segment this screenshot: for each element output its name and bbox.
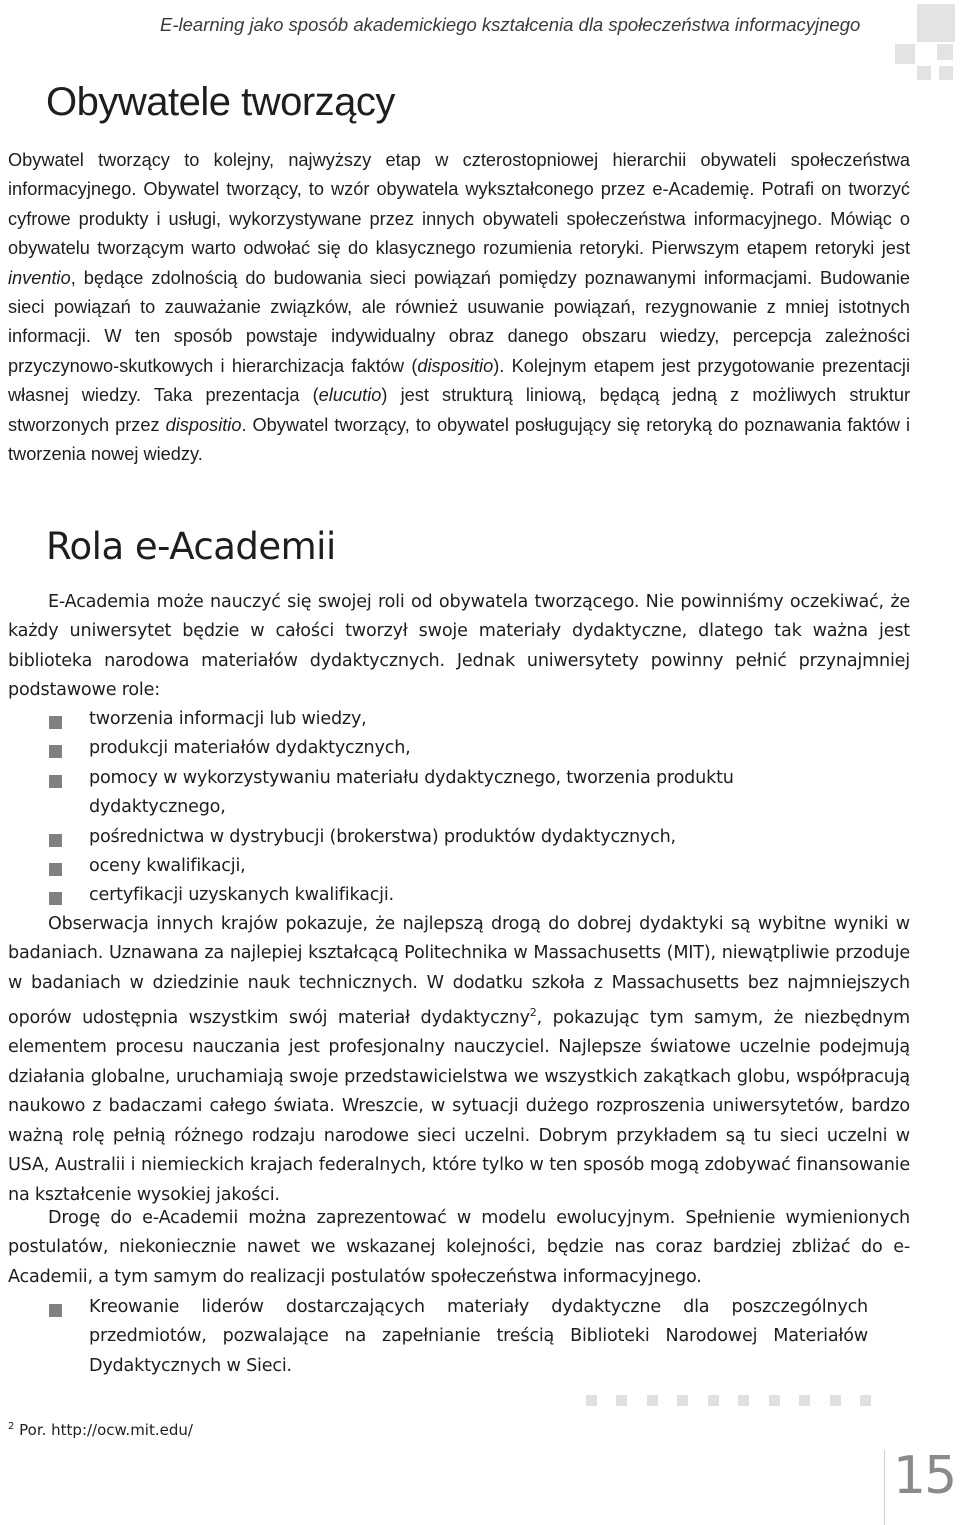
list-item-text: tworzenia informacji lub wiedzy,: [89, 709, 367, 729]
list-item-text: produkcji materiałów dydaktycznych,: [89, 738, 411, 759]
term-dispositio: dispositio: [417, 355, 494, 376]
text-run: , będące zdolnością do budowania sieci powiązań pomiędzy poznawanymi informacjami. Budowanie sieci powiązań to zauważanie związków, ale również usuwanie powiązań, rezygnowanie z mniej istotnych informacji. W ten sposób powstaje indywidualny obraz danego obszaru wiedzy, percepcja zależności przyczynowo-skutkowych i hierarchizacja faktów (: [8, 267, 910, 376]
list-item: [8, 881, 868, 910]
section2-intro: E-Academia może nauczyć się swojej roli od obywatela tworzącego. Nie powinniśmy oczekiwać, że każdy uniwersytet będzie w całości tworzył swoje materiały dydaktyczne, dlatego tak ważna jest biblioteka narodowa materiałów dydaktycznych. Jednak uniwersytety powinny pełnić przynajmniej podstawowe role:: [8, 592, 910, 701]
text-run: Obywatel tworzący to kolejny, najwyższy etap w czterostopniowej hierarchii obywateli społeczeństwa informacyjnego. Obywatel tworzący, to wzór obywatela wykształconego przez e-Academię. Potrafi on tworzyć cyfrowe produkty i usługi, wykorzystywane przez innych obywateli społeczeństwa informacyjnego. Mówiąc o obywatelu tworzącym warto odwołać się do klasycznego rozumienia retoryki. Pierwszym etapem retoryki jest: [8, 150, 910, 259]
term-elucutio: elucutio: [318, 385, 382, 406]
bullet-square-icon: [49, 892, 62, 905]
footnote-text: Por. http://ocw.mit.edu/: [14, 1421, 193, 1439]
bullet-square-icon: [49, 716, 62, 729]
page-number: 15: [893, 1446, 956, 1506]
section-title-rola: Rola e-Academii: [46, 525, 336, 568]
text-run: . Obywatel tworzący, to obywatel posługujący się retoryką do poznawania faktów i tworzenia nowej wiedzy.: [8, 414, 910, 465]
list-item: [8, 734, 868, 763]
road-paragraph: Drogę do e-Academii można zaprezentować w modelu ewolucyjnym. Spełnienie wymienionych postulatów, niekoniecznie nawet we wskazanej kolejności, będzie nas coraz bardziej zbliżać do e-Academii, a tym samym do realizacji postulatów społeczeństwa informacyjnego.: [8, 1208, 910, 1287]
list-item: [8, 1293, 868, 1381]
text-run: , pokazując tym samym, że niezbędnym elementem procesu nauczania jest profesjonalny nauczyciel. Najlepsze światowe uczelnie podejmują działania globalne, uruchamiają swoje przedstawicielstwa we wszystkich zakątkach globu, współpracują naukowo z badaczami całego świata. Wreszcie, w sytuacji dużego rozproszenia uniwersytetów, bardzo ważną rolę pełnią różnego rodzaju narodowe sieci uczelni. Dobrym przykładem są tu sieci uczelni w USA, Australii i niemieckich krajach federalnych, które tylko w ten sposób mogą zdobywać finansowanie na kształcenie wysokiej jakości.: [8, 1008, 910, 1205]
running-header: E-learning jako sposób akademickiego kształcenia dla społeczeństwa informacyjnego: [160, 14, 861, 35]
term-inventio: inventio: [8, 267, 71, 288]
bullet-square-icon: [49, 745, 62, 758]
page-number-divider: [884, 1450, 885, 1525]
section-title-obywatele: Obywatele tworzący: [46, 80, 395, 124]
postulates-list: [8, 1293, 868, 1381]
observation-paragraph: [8, 910, 910, 1210]
list-item-text: certyfikacji uzyskanych kwalifikacji.: [89, 885, 394, 906]
list-item: [8, 852, 868, 881]
bullet-square-icon: [49, 775, 62, 788]
list-item: [8, 705, 868, 734]
term-dispositio: dispositio: [165, 414, 242, 435]
footnote-reference[interactable]: 2: [529, 1006, 537, 1020]
list-item-text: Kreowanie liderów dostarczających materiały dydaktyczne dla poszczególnych przedmiotów, pozwalające na zapełnianie treścią Biblioteki Narodowej Materiałów Dydaktycznych w Sieci.: [89, 1297, 868, 1376]
text-run: ). Kolejnym etapem jest przygotowanie prezentacji własnej wiedzy. Taka prezentacja (: [8, 355, 910, 406]
list-item-text: pośrednictwa w dystrybucji (brokerstwa) produktów dydaktycznych,: [89, 826, 676, 847]
list-item: [8, 764, 868, 823]
bullet-square-icon: [49, 863, 62, 876]
list-item-text: pomocy w wykorzystywaniu materiału dydaktycznego, tworzenia produktu dydaktycznego,: [89, 767, 734, 818]
bullet-square-icon: [49, 1304, 62, 1317]
bullet-square-icon: [49, 834, 62, 847]
text-run: ) jest strukturą liniową, będącą jedną z możliwych struktur stworzonych przez: [8, 385, 910, 435]
footnote: [8, 1421, 193, 1439]
footnote-marker: 2: [8, 1421, 15, 1432]
text-run: Obserwacja innych krajów pokazuje, że najlepszą drogą do dobrej dydaktyki są wybitne wyniki w badaniach. Uznawana za najlepiej kształcącą Politechnika w Massachusetts (MIT), niewątpliwie przoduje w badaniach w dziedzinie nauk technicznych. W dodatku szkoła z Massachusetts bez najmniejszych oporów udostępnia wszystkim swój materiał dydaktyczny: [8, 914, 910, 1029]
list-item-text: oceny kwalifikacji,: [89, 856, 246, 877]
list-item: [8, 823, 868, 852]
section1-paragraph: [8, 146, 910, 469]
roles-list: [8, 705, 868, 911]
